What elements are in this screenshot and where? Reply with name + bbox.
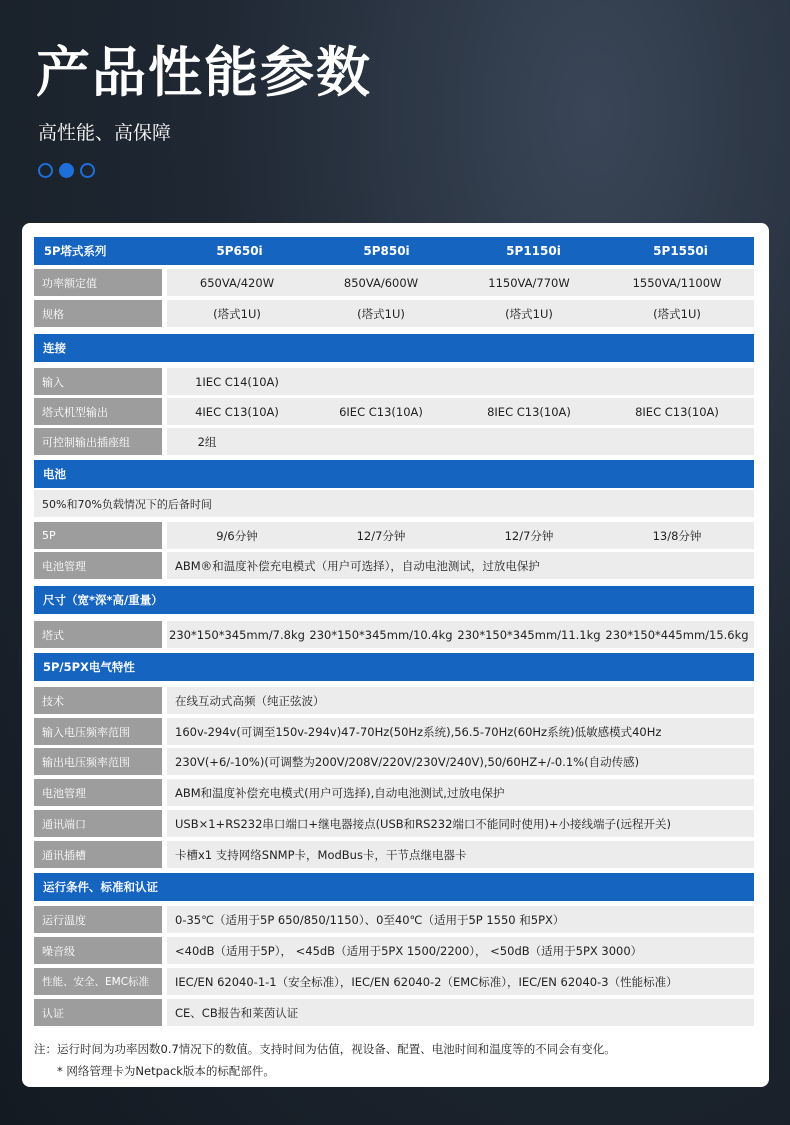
table-row — [34, 522, 754, 549]
row-label: 电池管理 — [34, 552, 162, 579]
cell: IEC/EN 62040-1-1（安全标准），IEC/EN 62040-2（EMC标准），IEC/EN 62040-3（性能标准） — [175, 974, 678, 989]
row-label: 性能、安全、EMC标准 — [34, 968, 162, 995]
row-label: 功率额定值 — [34, 269, 162, 296]
section-header-dimensions: 尺寸（宽*深*高/重量） — [34, 586, 754, 614]
cell: (塔式1U) — [505, 306, 553, 321]
cell: ABM®和温度补偿充电模式（用户可选择），自动电池测试，过放电保护 — [175, 558, 540, 573]
table-row — [34, 300, 754, 327]
table-row — [34, 968, 754, 995]
cell: 在线互动式高频（纯正弦波） — [175, 693, 325, 708]
table-row — [34, 621, 754, 648]
cell: 2组 — [197, 434, 217, 449]
cell: 4IEC C13(10A) — [195, 404, 279, 419]
carousel-dot-active[interactable] — [59, 163, 74, 178]
model-header: 5P1550i — [653, 244, 708, 258]
cell: 6IEC C13(10A) — [339, 404, 423, 419]
row-label: 塔式机型输出 — [34, 398, 162, 425]
row-label: 输入 — [34, 368, 162, 395]
cell: 230*150*345mm/11.1kg — [457, 627, 601, 642]
runtime-note: 50%和70%负载情况下的后备时间 — [34, 490, 754, 517]
row-label: 通讯端口 — [34, 810, 162, 837]
cell: 230*150*345mm/10.4kg — [309, 627, 453, 642]
row-label: 通讯插槽 — [34, 841, 162, 868]
cell: 0-35℃（适用于5P 650/850/1150）、0至40℃（适用于5P 1550 和5PX） — [175, 912, 565, 927]
model-header: 5P650i — [216, 244, 263, 258]
row-label: 电池管理 — [34, 779, 162, 806]
table-row — [34, 779, 754, 806]
carousel-dot[interactable] — [80, 163, 95, 178]
cell: <40dB（适用于5P）， <45dB（适用于5PX 1500/2200）， <50dB（适用于5PX 3000） — [175, 943, 643, 958]
section-header-connection: 连接 — [34, 334, 754, 362]
page-title: 产品性能参数 — [36, 41, 372, 104]
cell: 8IEC C13(10A) — [487, 404, 571, 419]
cell: 1IEC C14(10A) — [195, 374, 279, 389]
cell: 1150VA/770W — [488, 275, 570, 290]
row-label: 输出电压频率范围 — [34, 748, 162, 775]
table-row — [34, 368, 754, 395]
cell: (塔式1U) — [653, 306, 701, 321]
footnote: * 网络管理卡为Netpack版本的标配部件。 — [57, 1064, 275, 1078]
cell: 230V(+6/-10%)(可调整为200V/208V/220V/230V/240V),50/60HZ+/-0.1%(自动传感) — [175, 754, 640, 769]
table-row — [34, 937, 754, 964]
table-row — [34, 999, 754, 1026]
row-label: 认证 — [34, 999, 162, 1026]
row-label: 输入电压频率范围 — [34, 718, 162, 745]
model-header: 5P850i — [363, 244, 410, 258]
table-row — [34, 718, 754, 745]
table-row — [34, 810, 754, 837]
cell: 12/7分钟 — [504, 528, 554, 543]
table-header — [34, 237, 754, 265]
table-row — [34, 398, 754, 425]
cell: (塔式1U) — [357, 306, 405, 321]
table-row — [34, 748, 754, 775]
section-header-electrical: 5P/5PX电气特性 — [34, 653, 754, 681]
table-row — [34, 841, 754, 868]
row-label: 运行温度 — [34, 906, 162, 933]
cell: USB×1+RS232串口端口+继电器接点(USB和RS232端口不能同时使用)+小接线端子(远程开关) — [175, 816, 671, 831]
row-label: 噪音级 — [34, 937, 162, 964]
cell: (塔式1U) — [213, 306, 261, 321]
cell: 13/8分钟 — [652, 528, 702, 543]
footnote: 注：运行时间为功率因数0.7情况下的数值。支持时间为估值，视设备、配置、电池时间和温度等的不同会有变化。 — [34, 1042, 616, 1056]
row-label: 可控制输出插座组 — [34, 428, 162, 455]
table-row — [34, 906, 754, 933]
model-header: 5P1150i — [506, 244, 561, 258]
cell: CE、CB报告和莱茵认证 — [175, 1005, 299, 1020]
row-label: 塔式 — [34, 621, 162, 648]
cell: 9/6分钟 — [216, 528, 258, 543]
cell: 650VA/420W — [199, 275, 275, 290]
cell: 160v-294v(可调至150v-294v)47-70Hz(50Hz系统),56.5-70Hz(60Hz系统)低敏感模式40Hz — [175, 724, 662, 739]
cell: 850VA/600W — [343, 275, 419, 290]
table-row — [34, 269, 754, 296]
cell: 230*150*445mm/15.6kg — [605, 627, 749, 642]
footnotes — [34, 1038, 616, 1082]
table-row — [34, 428, 754, 455]
row-label: 5P — [34, 522, 162, 549]
section-header-operating: 运行条件、标准和认证 — [34, 873, 754, 901]
page-subtitle: 高性能、高保障 — [38, 122, 172, 144]
row-label: 技术 — [34, 687, 162, 714]
cell: 230*150*345mm/7.8kg — [169, 627, 305, 642]
spec-card — [22, 223, 769, 1087]
cell: 12/7分钟 — [356, 528, 406, 543]
cell: 卡槽x1 支持网络SNMP卡，ModBus卡，干节点继电器卡 — [175, 847, 467, 862]
cell: ABM和温度补偿充电模式(用户可选择),自动电池测试,过放电保护 — [175, 785, 505, 800]
table-row — [34, 687, 754, 714]
carousel-dot[interactable] — [38, 163, 53, 178]
table-row — [34, 552, 754, 579]
row-label: 规格 — [34, 300, 162, 327]
series-label: 5P塔式系列 — [44, 244, 107, 258]
cell: 8IEC C13(10A) — [635, 404, 719, 419]
carousel-dots — [38, 163, 95, 178]
cell: 1550VA/1100W — [632, 275, 722, 290]
section-header-battery: 电池 — [34, 460, 754, 488]
